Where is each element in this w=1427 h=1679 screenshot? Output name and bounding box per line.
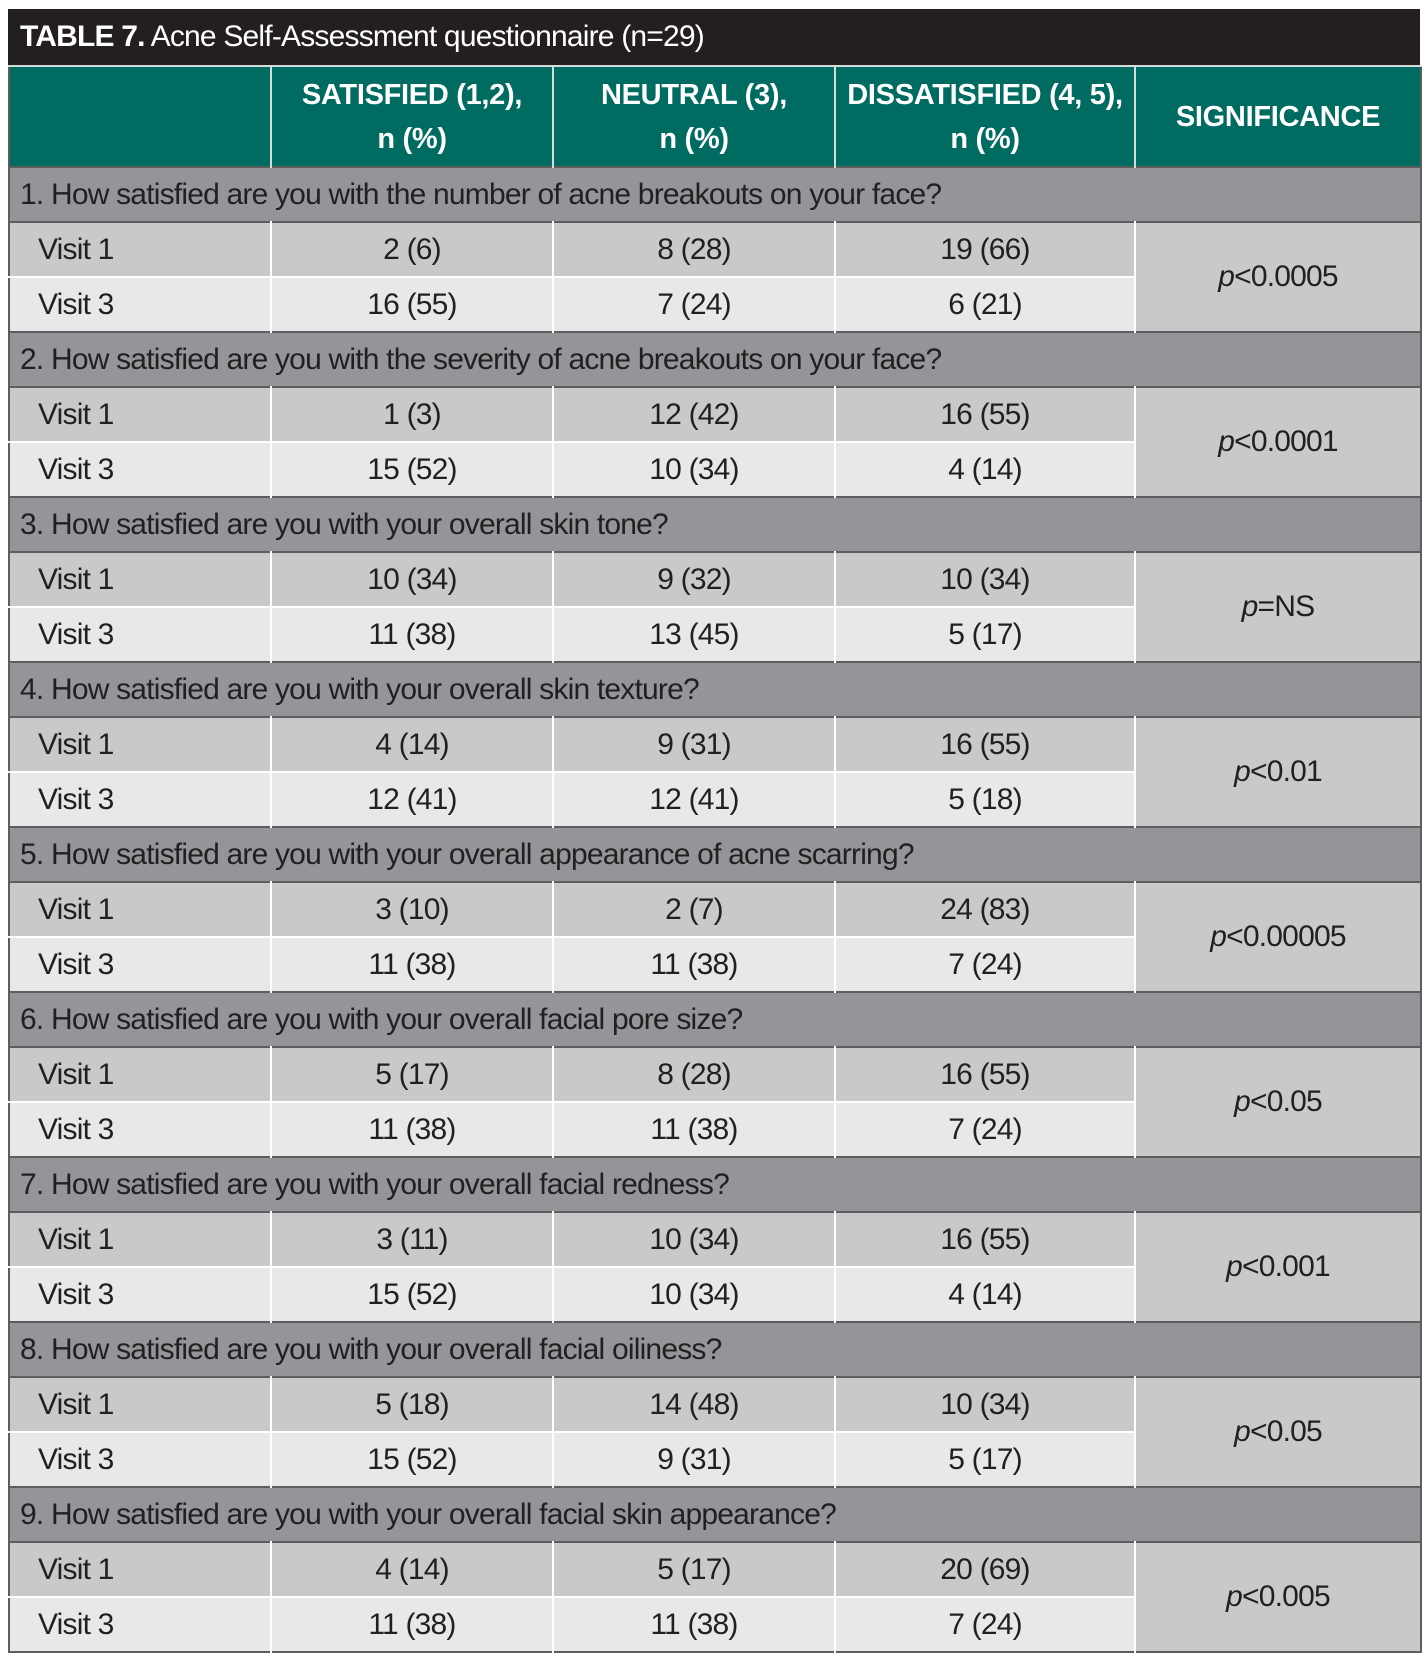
question-row: [9, 1487, 1421, 1542]
satisfied-cell: 12 (41): [271, 772, 553, 827]
significance-value: =NS: [1257, 590, 1315, 623]
significance-value: <0.001: [1242, 1250, 1330, 1283]
header-dissatisfied-line2: n (%): [950, 122, 1020, 155]
visit-label: Visit 3: [9, 937, 271, 992]
significance-p: p: [1210, 920, 1227, 953]
dissatisfied-cell: 7 (24): [835, 1597, 1135, 1652]
satisfied-cell: 11 (38): [271, 1102, 553, 1157]
significance-cell: [1135, 1542, 1421, 1652]
significance-p: p: [1226, 1580, 1243, 1613]
satisfied-cell: 15 (52): [271, 1267, 553, 1322]
question-text: 6. How satisfied are you with your overall facial pore size?: [9, 992, 1421, 1047]
satisfied-cell: 4 (14): [271, 717, 553, 772]
table-container: [8, 9, 1420, 1653]
visit-label: Visit 1: [9, 882, 271, 937]
question-row: [9, 1322, 1421, 1377]
header-row: [9, 66, 1421, 167]
neutral-cell: 9 (31): [553, 1432, 835, 1487]
question-text: 3. How satisfied are you with your overall skin tone?: [9, 497, 1421, 552]
dissatisfied-cell: 5 (17): [835, 1432, 1135, 1487]
header-satisfied: [271, 66, 553, 167]
satisfied-cell: 1 (3): [271, 387, 553, 442]
question-row: [9, 827, 1421, 882]
satisfied-cell: 2 (6): [271, 222, 553, 277]
significance-cell: [1135, 717, 1421, 827]
visit-label: Visit 1: [9, 1542, 271, 1597]
neutral-cell: 10 (34): [553, 442, 835, 497]
significance-p: p: [1234, 755, 1250, 788]
satisfied-cell: 5 (17): [271, 1047, 553, 1102]
satisfied-cell: 10 (34): [271, 552, 553, 607]
table-title-bar: [8, 9, 1420, 65]
neutral-cell: 9 (32): [553, 552, 835, 607]
significance-p: p: [1234, 1415, 1250, 1448]
visit-label: Visit 3: [9, 1432, 271, 1487]
question-row: [9, 1157, 1421, 1212]
visit-row: [9, 387, 1421, 442]
dissatisfied-cell: 4 (14): [835, 442, 1135, 497]
dissatisfied-cell: 16 (55): [835, 1047, 1135, 1102]
question-row: [9, 662, 1421, 717]
table-title: Acne Self-Assessment questionnaire (n=29): [150, 20, 704, 53]
neutral-cell: 12 (41): [553, 772, 835, 827]
neutral-cell: 11 (38): [553, 937, 835, 992]
question-text: 1. How satisfied are you with the number of acne breakouts on your face?: [9, 167, 1421, 222]
header-neutral-line2: n (%): [659, 122, 729, 155]
question-row: [9, 332, 1421, 387]
visit-row: [9, 1047, 1421, 1102]
header-significance-label: SIGNIFICANCE: [1175, 100, 1381, 133]
visit-row: [9, 882, 1421, 937]
dissatisfied-cell: 20 (69): [835, 1542, 1135, 1597]
satisfied-cell: 15 (52): [271, 1432, 553, 1487]
dissatisfied-cell: 19 (66): [835, 222, 1135, 277]
header-satisfied-line1: SATISFIED (1,2),: [301, 78, 523, 111]
neutral-cell: 12 (42): [553, 387, 835, 442]
visit-label: Visit 3: [9, 1267, 271, 1322]
visit-label: Visit 1: [9, 717, 271, 772]
visit-label: Visit 3: [9, 607, 271, 662]
significance-value: <0.005: [1242, 1580, 1330, 1613]
significance-cell: [1135, 1212, 1421, 1322]
question-row: [9, 497, 1421, 552]
header-dissatisfied-line1: DISSATISFIED (4, 5),: [847, 78, 1123, 111]
neutral-cell: 10 (34): [553, 1212, 835, 1267]
neutral-cell: 14 (48): [553, 1377, 835, 1432]
table-body: [9, 167, 1421, 1652]
significance-cell: [1135, 1047, 1421, 1157]
satisfied-cell: 15 (52): [271, 442, 553, 497]
significance-value: <0.0001: [1234, 425, 1338, 458]
neutral-cell: 8 (28): [553, 222, 835, 277]
dissatisfied-cell: 6 (21): [835, 277, 1135, 332]
question-text: 7. How satisfied are you with your overall facial redness?: [9, 1157, 1421, 1212]
satisfied-cell: 4 (14): [271, 1542, 553, 1597]
dissatisfied-cell: 24 (83): [835, 882, 1135, 937]
question-text: 4. How satisfied are you with your overall skin texture?: [9, 662, 1421, 717]
question-text: 2. How satisfied are you with the severity of acne breakouts on your face?: [9, 332, 1421, 387]
significance-value: <0.05: [1249, 1415, 1322, 1448]
visit-row: [9, 1377, 1421, 1432]
dissatisfied-cell: 7 (24): [835, 937, 1135, 992]
satisfied-cell: 11 (38): [271, 937, 553, 992]
visit-label: Visit 1: [9, 222, 271, 277]
dissatisfied-cell: 5 (18): [835, 772, 1135, 827]
neutral-cell: 5 (17): [553, 1542, 835, 1597]
header-satisfied-line2: n (%): [377, 122, 447, 155]
visit-label: Visit 3: [9, 1102, 271, 1157]
significance-p: p: [1234, 1085, 1250, 1118]
question-text: 9. How satisfied are you with your overall facial skin appearance?: [9, 1487, 1421, 1542]
significance-cell: [1135, 387, 1421, 497]
neutral-cell: 7 (24): [553, 277, 835, 332]
significance-value: <0.00005: [1226, 920, 1346, 953]
significance-p: p: [1241, 590, 1258, 623]
significance-value: <0.05: [1249, 1085, 1322, 1118]
question-text: 8. How satisfied are you with your overall facial oiliness?: [9, 1322, 1421, 1377]
neutral-cell: 10 (34): [553, 1267, 835, 1322]
header-dissatisfied: [835, 66, 1135, 167]
header-neutral-line1: NEUTRAL (3),: [601, 78, 787, 111]
question-row: [9, 167, 1421, 222]
visit-row: [9, 552, 1421, 607]
dissatisfied-cell: 10 (34): [835, 552, 1135, 607]
satisfied-cell: 3 (11): [271, 1212, 553, 1267]
neutral-cell: 11 (38): [553, 1597, 835, 1652]
significance-p: p: [1226, 1250, 1243, 1283]
dissatisfied-cell: 16 (55): [835, 717, 1135, 772]
header-neutral: [553, 66, 835, 167]
header-blank: [9, 66, 271, 167]
dissatisfied-cell: 16 (55): [835, 387, 1135, 442]
question-text: 5. How satisfied are you with your overall appearance of acne scarring?: [9, 827, 1421, 882]
visit-label: Visit 3: [9, 1597, 271, 1652]
significance-p: p: [1218, 425, 1235, 458]
significance-cell: [1135, 552, 1421, 662]
neutral-cell: 9 (31): [553, 717, 835, 772]
satisfied-cell: 11 (38): [271, 1597, 553, 1652]
satisfied-cell: 3 (10): [271, 882, 553, 937]
significance-cell: [1135, 1377, 1421, 1487]
dissatisfied-cell: 10 (34): [835, 1377, 1135, 1432]
dissatisfied-cell: 5 (17): [835, 607, 1135, 662]
visit-label: Visit 1: [9, 1047, 271, 1102]
questionnaire-table: [8, 65, 1422, 1653]
visit-row: [9, 1212, 1421, 1267]
question-row: [9, 992, 1421, 1047]
significance-value: <0.0005: [1234, 260, 1338, 293]
satisfied-cell: 16 (55): [271, 277, 553, 332]
visit-label: Visit 1: [9, 552, 271, 607]
visit-label: Visit 3: [9, 772, 271, 827]
table-number: TABLE 7.: [20, 20, 145, 53]
significance-value: <0.01: [1249, 755, 1322, 788]
visit-label: Visit 1: [9, 1377, 271, 1432]
neutral-cell: 11 (38): [553, 1102, 835, 1157]
dissatisfied-cell: 16 (55): [835, 1212, 1135, 1267]
satisfied-cell: 5 (18): [271, 1377, 553, 1432]
neutral-cell: 2 (7): [553, 882, 835, 937]
visit-label: Visit 1: [9, 1212, 271, 1267]
visit-row: [9, 717, 1421, 772]
visit-label: Visit 3: [9, 442, 271, 497]
visit-label: Visit 3: [9, 277, 271, 332]
significance-p: p: [1218, 260, 1235, 293]
visit-row: [9, 1542, 1421, 1597]
neutral-cell: 8 (28): [553, 1047, 835, 1102]
dissatisfied-cell: 4 (14): [835, 1267, 1135, 1322]
visit-label: Visit 1: [9, 387, 271, 442]
significance-cell: [1135, 222, 1421, 332]
dissatisfied-cell: 7 (24): [835, 1102, 1135, 1157]
satisfied-cell: 11 (38): [271, 607, 553, 662]
visit-row: [9, 222, 1421, 277]
significance-cell: [1135, 882, 1421, 992]
header-significance: [1135, 66, 1421, 167]
neutral-cell: 13 (45): [553, 607, 835, 662]
